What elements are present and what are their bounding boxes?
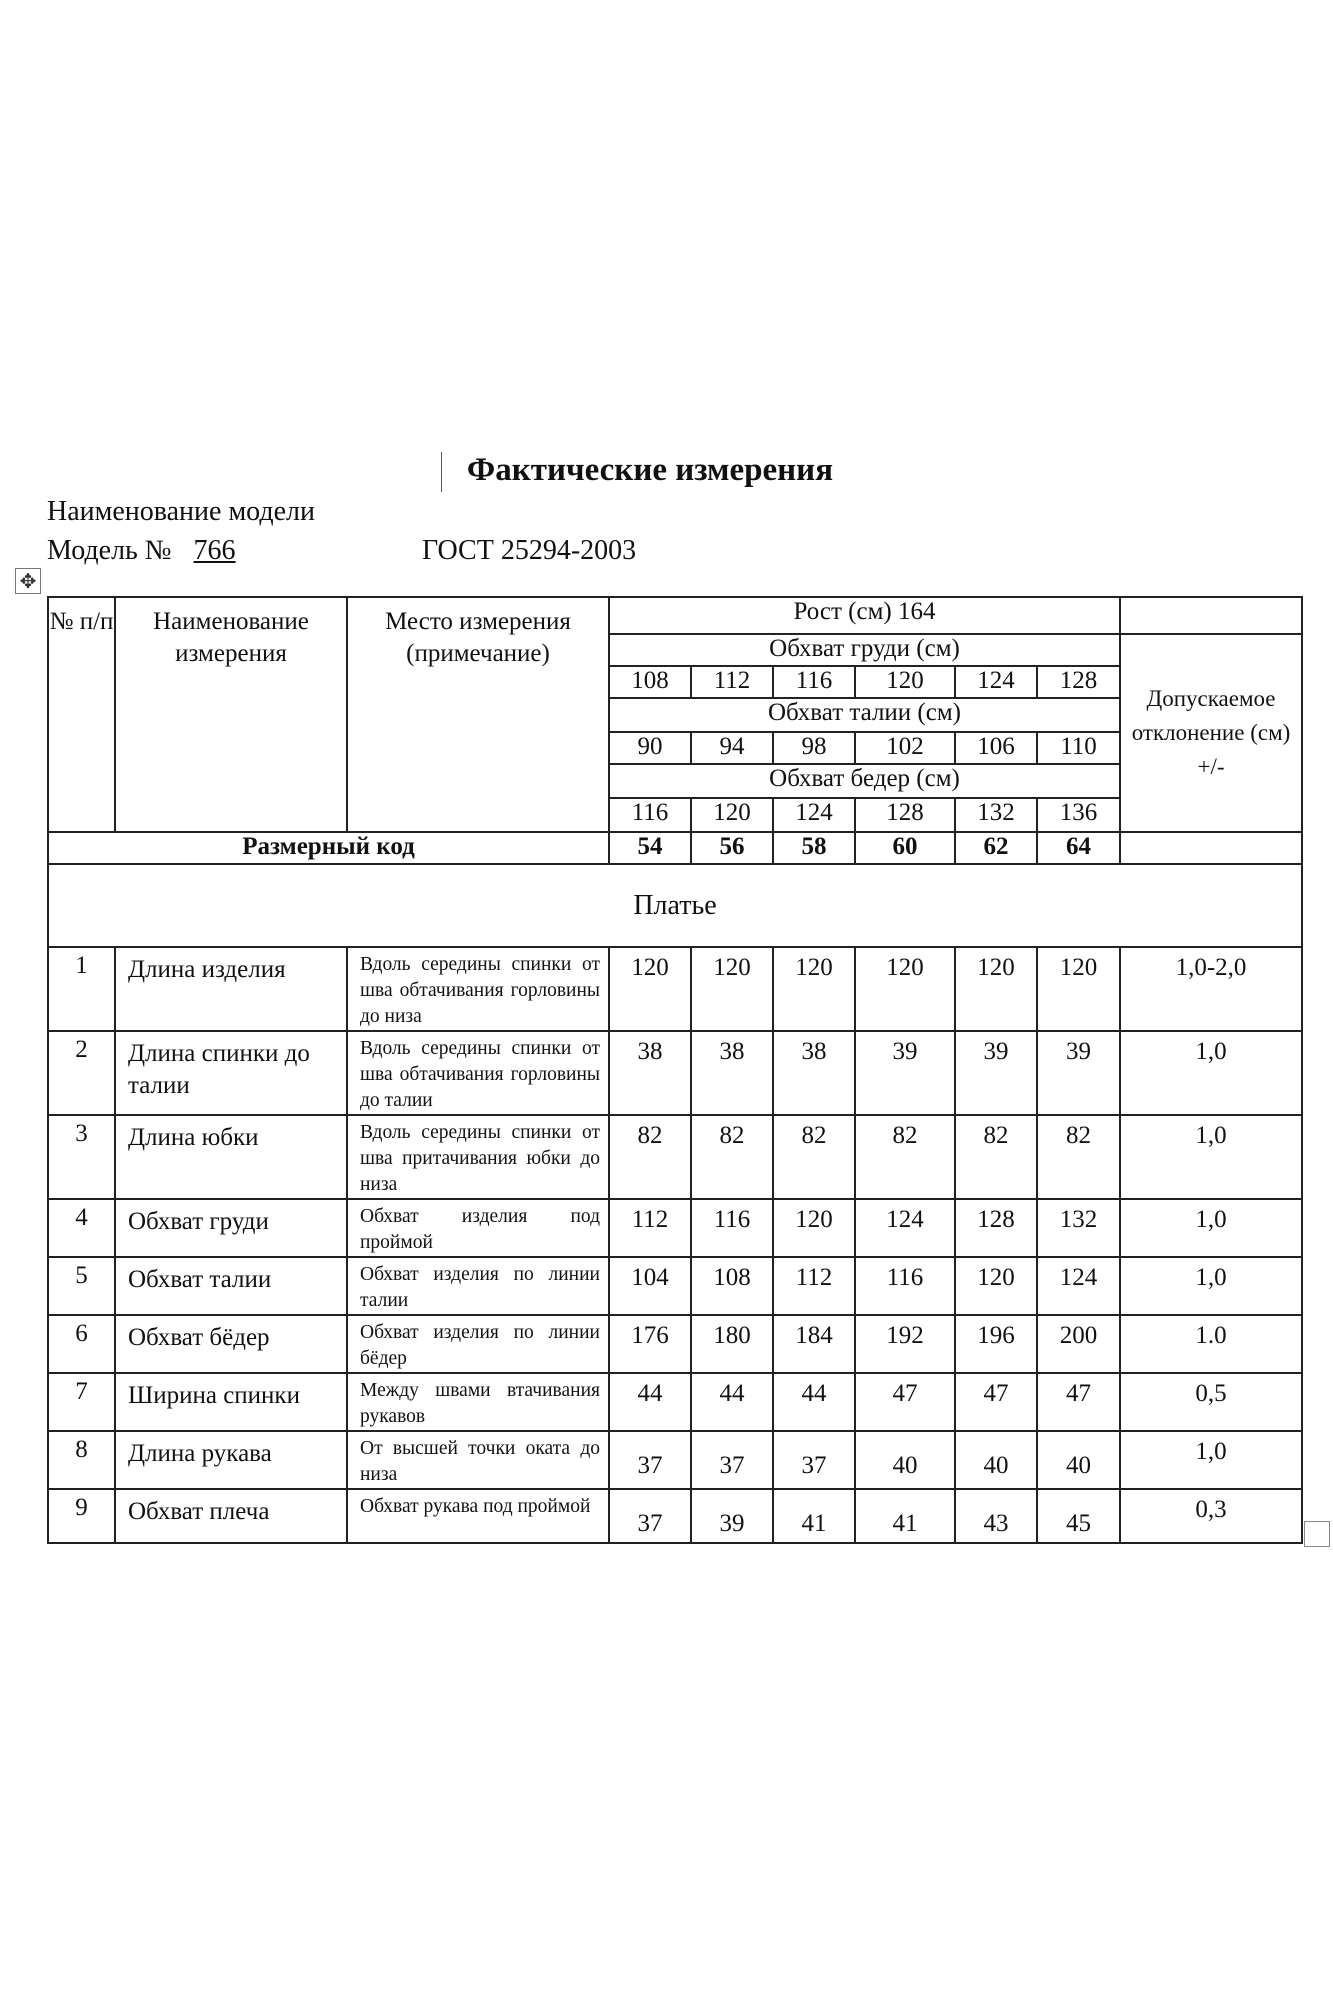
measurement-name: Длина изделия xyxy=(115,947,347,1031)
measurement-value: 47 xyxy=(1037,1373,1120,1431)
chest-value: 112 xyxy=(691,666,773,698)
measurement-value: 38 xyxy=(691,1031,773,1115)
measurement-value: 41 xyxy=(773,1489,855,1543)
size-code-label: Размерный код xyxy=(48,832,609,864)
measurement-name: Обхват талии xyxy=(115,1257,347,1315)
hips-header: Обхват бедер (см) xyxy=(609,764,1120,798)
measurement-value: 40 xyxy=(955,1431,1037,1489)
height-header: Рост (см) 164 xyxy=(609,597,1120,634)
model-name-label: Наименование модели xyxy=(47,496,315,527)
tolerance-top-cell xyxy=(1120,597,1302,634)
measurement-value: 124 xyxy=(1037,1257,1120,1315)
measurement-value: 120 xyxy=(691,947,773,1031)
measurement-value: 45 xyxy=(1037,1489,1120,1543)
size-code: 56 xyxy=(691,832,773,864)
measurement-place: Вдоль середины спинки от шва обтачивания горловины до низа xyxy=(347,947,609,1031)
measurement-value: 37 xyxy=(773,1431,855,1489)
measurement-value: 37 xyxy=(691,1431,773,1489)
measurement-value: 41 xyxy=(855,1489,955,1543)
chest-value: 128 xyxy=(1037,666,1120,698)
hips-value: 116 xyxy=(609,798,691,832)
tolerance-value: 1,0 xyxy=(1120,1431,1302,1489)
measurement-value: 180 xyxy=(691,1315,773,1373)
measurement-value: 82 xyxy=(691,1115,773,1199)
model-label: Модель № xyxy=(47,535,172,566)
waist-value: 106 xyxy=(955,732,1037,764)
measurement-value: 132 xyxy=(1037,1199,1120,1257)
measurement-value: 124 xyxy=(855,1199,955,1257)
row-number: 6 xyxy=(48,1315,115,1373)
tolerance-value: 1,0 xyxy=(1120,1115,1302,1199)
hips-value: 128 xyxy=(855,798,955,832)
table-row xyxy=(48,1199,1302,1257)
table-move-handle-icon[interactable]: ✥ xyxy=(15,568,41,594)
measurement-name: Обхват груди xyxy=(115,1199,347,1257)
measurement-value: 196 xyxy=(955,1315,1037,1373)
tolerance-value: 1,0-2,0 xyxy=(1120,947,1302,1031)
waist-value: 90 xyxy=(609,732,691,764)
table-row xyxy=(48,1489,1302,1543)
page-title: Фактические измерения xyxy=(466,452,834,488)
measurement-value: 39 xyxy=(1037,1031,1120,1115)
table-resize-handle[interactable] xyxy=(1304,1521,1330,1547)
tolerance-header: Допускаемое отклонение (см) +/- xyxy=(1120,634,1302,832)
measurement-place: Вдоль середины спинки от шва обтачивания горловины до талии xyxy=(347,1031,609,1115)
measurement-value: 37 xyxy=(609,1431,691,1489)
measurement-value: 120 xyxy=(955,1257,1037,1315)
measurement-value: 47 xyxy=(855,1373,955,1431)
hips-value: 136 xyxy=(1037,798,1120,832)
table-row xyxy=(48,1431,1302,1489)
measurement-place: Обхват изделия по линии бёдер xyxy=(347,1315,609,1373)
col-name-header: Наименование измерения xyxy=(115,597,347,832)
table-row xyxy=(48,1031,1302,1115)
tolerance-value: 0,5 xyxy=(1120,1373,1302,1431)
size-code: 54 xyxy=(609,832,691,864)
measurement-value: 39 xyxy=(691,1489,773,1543)
measurement-place: Вдоль середины спинки от шва притачивания юбки до низа xyxy=(347,1115,609,1199)
measurement-place: Обхват изделия по линии талии xyxy=(347,1257,609,1315)
measurement-value: 82 xyxy=(955,1115,1037,1199)
table-row xyxy=(48,947,1302,1031)
measurement-name: Длина рукава xyxy=(115,1431,347,1489)
measurement-value: 44 xyxy=(691,1373,773,1431)
measurement-value: 44 xyxy=(609,1373,691,1431)
measurement-value: 37 xyxy=(609,1489,691,1543)
chest-value: 124 xyxy=(955,666,1037,698)
size-code: 58 xyxy=(773,832,855,864)
model-number: 766 xyxy=(193,535,236,566)
row-number: 2 xyxy=(48,1031,115,1115)
measurement-value: 120 xyxy=(855,947,955,1031)
waist-value: 94 xyxy=(691,732,773,764)
hips-value: 120 xyxy=(691,798,773,832)
table-row xyxy=(48,1373,1302,1431)
measurement-place: От высшей точки оката до низа xyxy=(347,1431,609,1489)
measurement-place: Обхват изделия под проймой xyxy=(347,1199,609,1257)
row-number: 7 xyxy=(48,1373,115,1431)
measurement-value: 82 xyxy=(1037,1115,1120,1199)
row-number: 8 xyxy=(48,1431,115,1489)
measurement-value: 116 xyxy=(855,1257,955,1315)
tolerance-value: 1,0 xyxy=(1120,1031,1302,1115)
row-number: 9 xyxy=(48,1489,115,1543)
measurement-value: 120 xyxy=(1037,947,1120,1031)
col-place-header: Место измерения (примечание) xyxy=(347,597,609,832)
table-row xyxy=(48,1257,1302,1315)
text-cursor xyxy=(441,452,442,492)
measurement-name: Обхват бёдер xyxy=(115,1315,347,1373)
tolerance-value: 0,3 xyxy=(1120,1489,1302,1543)
measurement-name: Длина юбки xyxy=(115,1115,347,1199)
chest-value: 120 xyxy=(855,666,955,698)
size-code: 60 xyxy=(855,832,955,864)
measurement-value: 112 xyxy=(609,1199,691,1257)
measurement-value: 47 xyxy=(955,1373,1037,1431)
size-code-tolerance-cell xyxy=(1120,832,1302,864)
row-number: 3 xyxy=(48,1115,115,1199)
measurement-place: Между швами втачивания рукавов xyxy=(347,1373,609,1431)
measurement-value: 176 xyxy=(609,1315,691,1373)
hips-value: 132 xyxy=(955,798,1037,832)
measurement-value: 200 xyxy=(1037,1315,1120,1373)
measurement-value: 128 xyxy=(955,1199,1037,1257)
table-row xyxy=(48,1315,1302,1373)
measurement-value: 184 xyxy=(773,1315,855,1373)
waist-header: Обхват талии (см) xyxy=(609,698,1120,732)
chest-header: Обхват груди (см) xyxy=(609,634,1120,666)
row-number: 5 xyxy=(48,1257,115,1315)
hips-value: 124 xyxy=(773,798,855,832)
measurement-value: 120 xyxy=(955,947,1037,1031)
measurement-value: 82 xyxy=(609,1115,691,1199)
measurement-value: 39 xyxy=(955,1031,1037,1115)
waist-value: 98 xyxy=(773,732,855,764)
measurement-value: 38 xyxy=(609,1031,691,1115)
measurement-value: 39 xyxy=(855,1031,955,1115)
measurement-name: Длина спинки до талии xyxy=(115,1031,347,1115)
measurement-value: 43 xyxy=(955,1489,1037,1543)
waist-value: 102 xyxy=(855,732,955,764)
chest-value: 116 xyxy=(773,666,855,698)
measurement-value: 108 xyxy=(691,1257,773,1315)
model-line xyxy=(47,535,242,567)
measurement-name: Обхват плеча xyxy=(115,1489,347,1543)
measurement-name: Ширина спинки xyxy=(115,1373,347,1431)
measurement-value: 40 xyxy=(855,1431,955,1489)
tolerance-value: 1,0 xyxy=(1120,1199,1302,1257)
row-number: 1 xyxy=(48,947,115,1031)
col-num-header: № п/п xyxy=(48,597,115,832)
measurement-value: 112 xyxy=(773,1257,855,1315)
measurement-value: 82 xyxy=(773,1115,855,1199)
tolerance-value: 1,0 xyxy=(1120,1257,1302,1315)
measurement-value: 82 xyxy=(855,1115,955,1199)
measurements-table xyxy=(47,596,1303,1544)
measurement-value: 104 xyxy=(609,1257,691,1315)
table-row xyxy=(48,1115,1302,1199)
measurement-value: 44 xyxy=(773,1373,855,1431)
measurement-value: 116 xyxy=(691,1199,773,1257)
size-code: 64 xyxy=(1037,832,1120,864)
measurement-value: 38 xyxy=(773,1031,855,1115)
waist-value: 110 xyxy=(1037,732,1120,764)
measurement-value: 120 xyxy=(773,947,855,1031)
measurement-value: 120 xyxy=(773,1199,855,1257)
size-code: 62 xyxy=(955,832,1037,864)
section-label: Платье xyxy=(48,864,1302,947)
chest-value: 108 xyxy=(609,666,691,698)
measurement-value: 40 xyxy=(1037,1431,1120,1489)
tolerance-value: 1.0 xyxy=(1120,1315,1302,1373)
measurement-place: Обхват рукава под проймой xyxy=(347,1489,609,1543)
measurement-value: 120 xyxy=(609,947,691,1031)
measurement-value: 192 xyxy=(855,1315,955,1373)
row-number: 4 xyxy=(48,1199,115,1257)
gost-standard: ГОСТ 25294-2003 xyxy=(422,535,637,566)
